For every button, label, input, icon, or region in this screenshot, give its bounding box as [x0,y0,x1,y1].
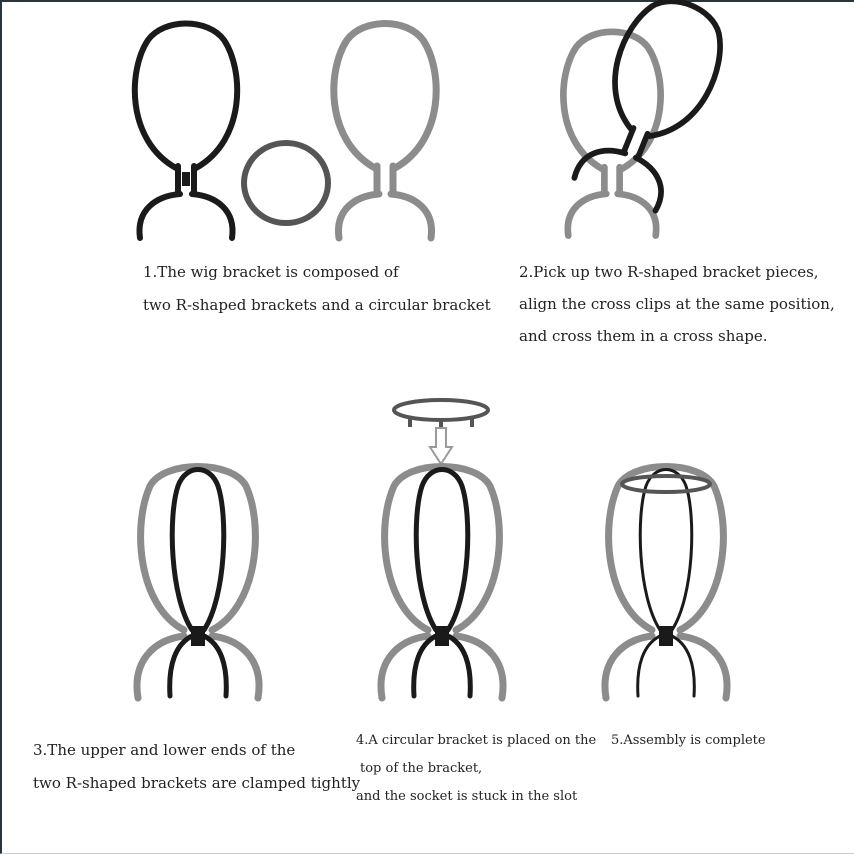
down-arrow-icon [430,428,452,464]
step-2-caption [519,256,835,352]
step-1-caption [143,256,491,322]
step-4-line-2: top of the bracket, [360,761,483,776]
step-4-line-3: and the socket is stuck in the slot [356,789,578,804]
gray-r-bracket [334,24,436,239]
black-r-bracket [135,24,237,239]
step-1-line-1: 1.The wig bracket is composed of [143,263,399,281]
step-5-line-1: 5.Assembly is complete [611,733,766,748]
step-3-line-1: 3.The upper and lower ends of the [33,741,296,759]
circular-bracket [244,143,328,223]
stand-step-3 [137,467,259,699]
stand-step-5 [605,467,727,699]
step-1-line-2: two R-shaped brackets and a circular bracket [143,296,491,314]
step-2-line-2: align the cross clips at the same position, [519,295,835,313]
step-4-line-1: 4.A circular bracket is placed on the [356,733,597,748]
step-3-caption [33,734,360,800]
step-5-caption [611,731,766,751]
stand-step-4 [381,467,503,699]
step-2-line-3: and cross them in a cross shape. [519,327,768,345]
step-2-line-1: 2.Pick up two R-shaped bracket pieces, [519,263,819,281]
crossing-brackets [563,0,736,236]
step-3-line-2: two R-shaped brackets are clamped tightly [33,774,361,792]
floating-ring [394,400,488,428]
step-4-caption [356,727,596,811]
